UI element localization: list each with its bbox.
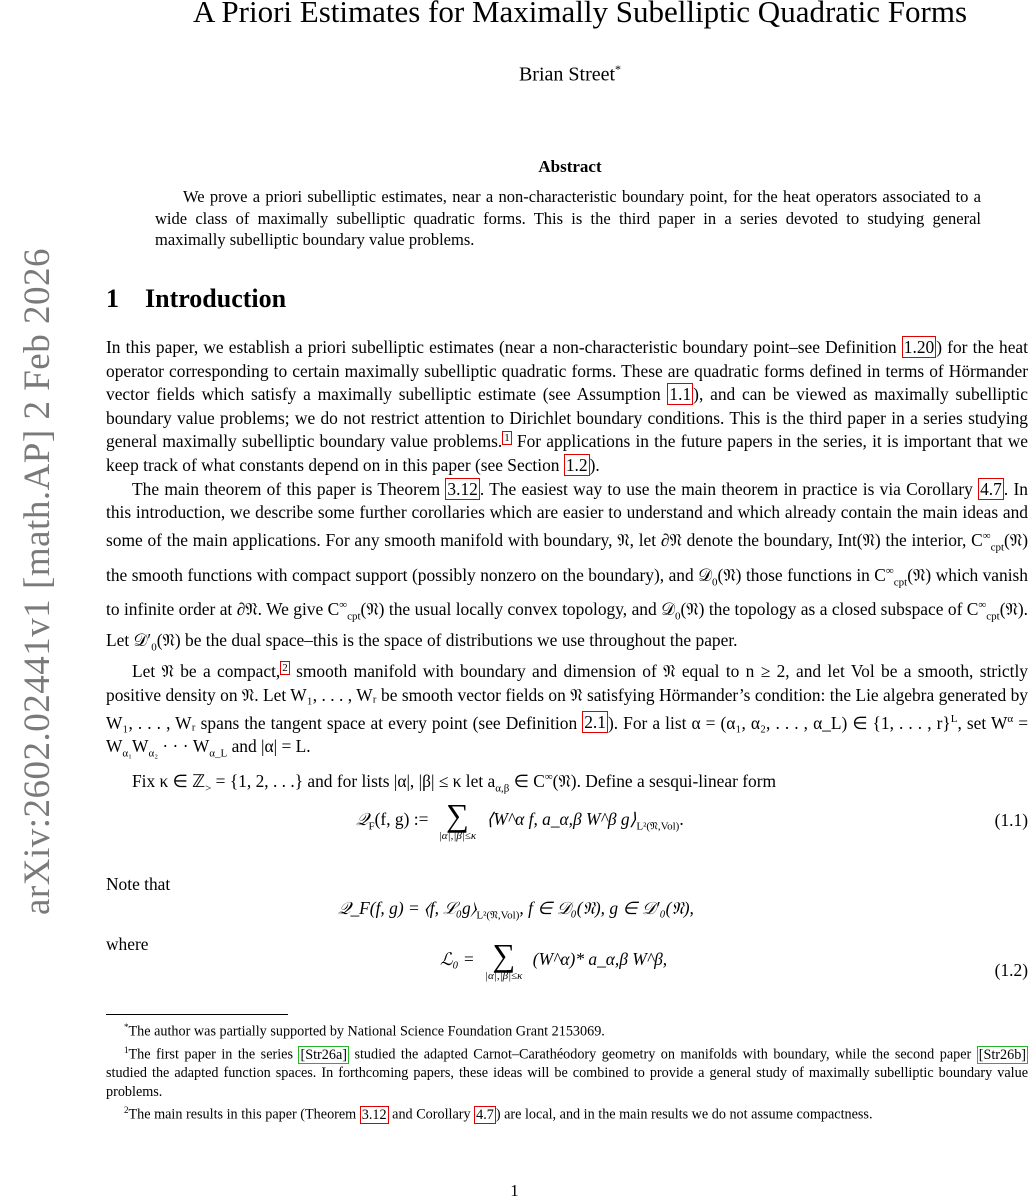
paper-title: A Priori Estimates for Maximally Subelliptic Quadratic Forms [192, 0, 968, 29]
equation-number-1-1: (1.1) [994, 810, 1028, 830]
arxiv-stamp: arXiv:2602.02441v1 [math.AP] 2 Feb 2026 [17, 248, 58, 915]
ref-theorem-3-12[interactable]: 3.12 [447, 478, 478, 499]
page-number: 1 [510, 1181, 519, 1200]
footnotes [106, 1018, 1028, 1124]
footnote-star: *The author was partially supported by National Science Foundation Grant 2153069. [124, 1022, 605, 1040]
author-name: Brian Street [518, 63, 616, 86]
footnote-2: $^2$The main results in this paper (Theorem 3.12 and Corollary 4.7 ) are local, and in the main results we do not assume compactness. [124, 1105, 873, 1123]
paragraph-4: Fix κ ∈ ℤ$_>$ = {1, 2, . . .} and for lists |α|, |β| ≤ κ let $a_{\alpha,\beta}$ ∈ C∞(𝔑). Define a sesqui-linear form [132, 770, 777, 795]
paragraph-1: In this paper, we establish a priori subelliptic estimates (near a non-characteristic boundary point–see Definition 1.20 ) for the heat operator corresponding to certain maximally subelliptic quadratic forms. These are quadratic forms defined in terms of Hörmander vector fields which satisfy a maximally subelliptic estimate (see Assumption 1.1 ), and can be viewed as maximally subelliptic boundary value problems; we do not restrict attention to Dirichlet boundary conditions. This is the third paper in a series studying general maximally subelliptic boundary value problems. $^1$ For applications in the future papers in the series, it is important that we keep track of what constants depend on in this paper (see Section 1.2 ). [106, 337, 1028, 475]
footnote-link-1[interactable]: 1 [504, 431, 510, 444]
summation-sign: ∑ |α|,|β|≤κ [438, 797, 477, 842]
footnote-link-2[interactable]: 2 [282, 661, 288, 674]
abstract-heading: Abstract [538, 157, 602, 176]
equation-1-1-body: 𝒬$_F$(f, g) := ∑ |α|,|β|≤κ ⟨W^α f, a_α,β W^β $g⟩_{L^2(𝔑,Vol)}$. [356, 797, 684, 842]
ref-assumption-1-1[interactable]: 1.1 [669, 384, 692, 405]
equation-1-2: ℒ₀ = ∑ |α|,|β|≤κ (W^α)* a_α,β W^β, (1.2) [440, 937, 1028, 982]
ref-section-1-2[interactable]: 1.2 [565, 454, 588, 475]
body-text [106, 336, 1028, 801]
where-label: where [106, 934, 149, 954]
paragraph-3: Let 𝔑 be a compact, $^2$ smooth manifold with boundary and dimension of 𝔑 equal to n ≥ 2, and let Vol be a smooth, strictly positive density on 𝔑. Let W₁, . . . , Wᵣ be smooth vector fields on 𝔑 satisfying Hörmander’s condition: the Lie algebra generated by W₁, . . . , Wᵣ spans the tangent space at every point (see Definition 2.1 ). For a list α = (α₁, α₂, . . . , α_L) ∈ {1, . . . , r}$^L$, set $W^\alpha = W_{\alpha_1}W_{\alpha_2}$ · · · $W_{\alpha\_L}$ and |α| = L. [106, 661, 1029, 760]
abstract-text: We prove a priori subelliptic estimates, near a non-characteristic boundary point, for the heat operators associated to a wide class of maximally subelliptic quadratic forms. This is the third paper in a series devoted to studying general maximally subelliptic boundary value problems. [155, 187, 981, 249]
equation-number-1-2: (1.2) [994, 960, 1028, 980]
ref-corollary-4-7-footnote[interactable]: 4.7 [476, 1106, 494, 1123]
paragraph-2: The main theorem of this paper is Theorem 3.12 . The easiest way to use the main theorem in practice is via Corollary 4.7 . In this introduction, we describe some further corollaries which are easier to understand and which already contain the main ideas and some of the main applications. For any smooth manifold with boundary, 𝔑, let ∂𝔑 denote the boundary, Int(𝔑) the interior, $C^\infty_{cpt}(𝔑)$ the smooth functions with compact support (possibly nonzero on the boundary), and 𝒟$_0$(𝔑) those functions in $C^\infty_{cpt}(𝔑)$ which vanish to infinite order at ∂𝔑. We give $C^\infty_{cpt}(𝔑)$ the usual locally convex topology, and 𝒟$_0$(𝔑) the topology as a closed subspace of $C^\infty_{cpt}(𝔑)$. Let $𝒟'_0(𝔑)$ be the dual space–this is the space of distributions we use throughout the paper. [106, 478, 1029, 654]
ref-definition-1-20[interactable]: 1.20 [903, 337, 935, 357]
summation-sign: ∑ |α|,|β|≤κ [485, 937, 523, 982]
ref-theorem-3-12-footnote[interactable]: 3.12 [361, 1106, 387, 1123]
ref-corollary-4-7[interactable]: 4.7 [980, 478, 1002, 499]
footnote-1: $^1$The first paper in the series [Str26a] studied the adapted Carnot–Carathéodory geometry on manifolds with boundary, while the second paper [Str26b] studied the adapted function spaces. In forthcoming papers, these ideas will be combined to provide a general study of maximally subelliptic boundary value problems. [106, 1045, 1028, 1100]
section-heading [106, 284, 286, 314]
note-that-label: Note that [106, 874, 171, 894]
equation-1-1 [106, 797, 1028, 860]
citation-str26b[interactable]: [Str26b] [978, 1046, 1027, 1063]
author-footnote-mark: * [615, 62, 622, 76]
footnote-divider [106, 1014, 288, 1015]
equation-unnumbered: 𝒬_F(f, g) = ⟨f, $ℒ_0g⟩_{L^2(𝔑,Vol)}$, f ∈ 𝒟₀(𝔑), g ∈ 𝒟′₀(𝔑), [338, 898, 694, 922]
section-number: 1 [106, 284, 119, 313]
author-line [100, 62, 1029, 87]
ref-definition-2-1[interactable]: 2.1 [584, 712, 606, 733]
citation-str26a[interactable]: [Str26a] [300, 1046, 347, 1063]
section-title: Introduction [145, 284, 287, 313]
